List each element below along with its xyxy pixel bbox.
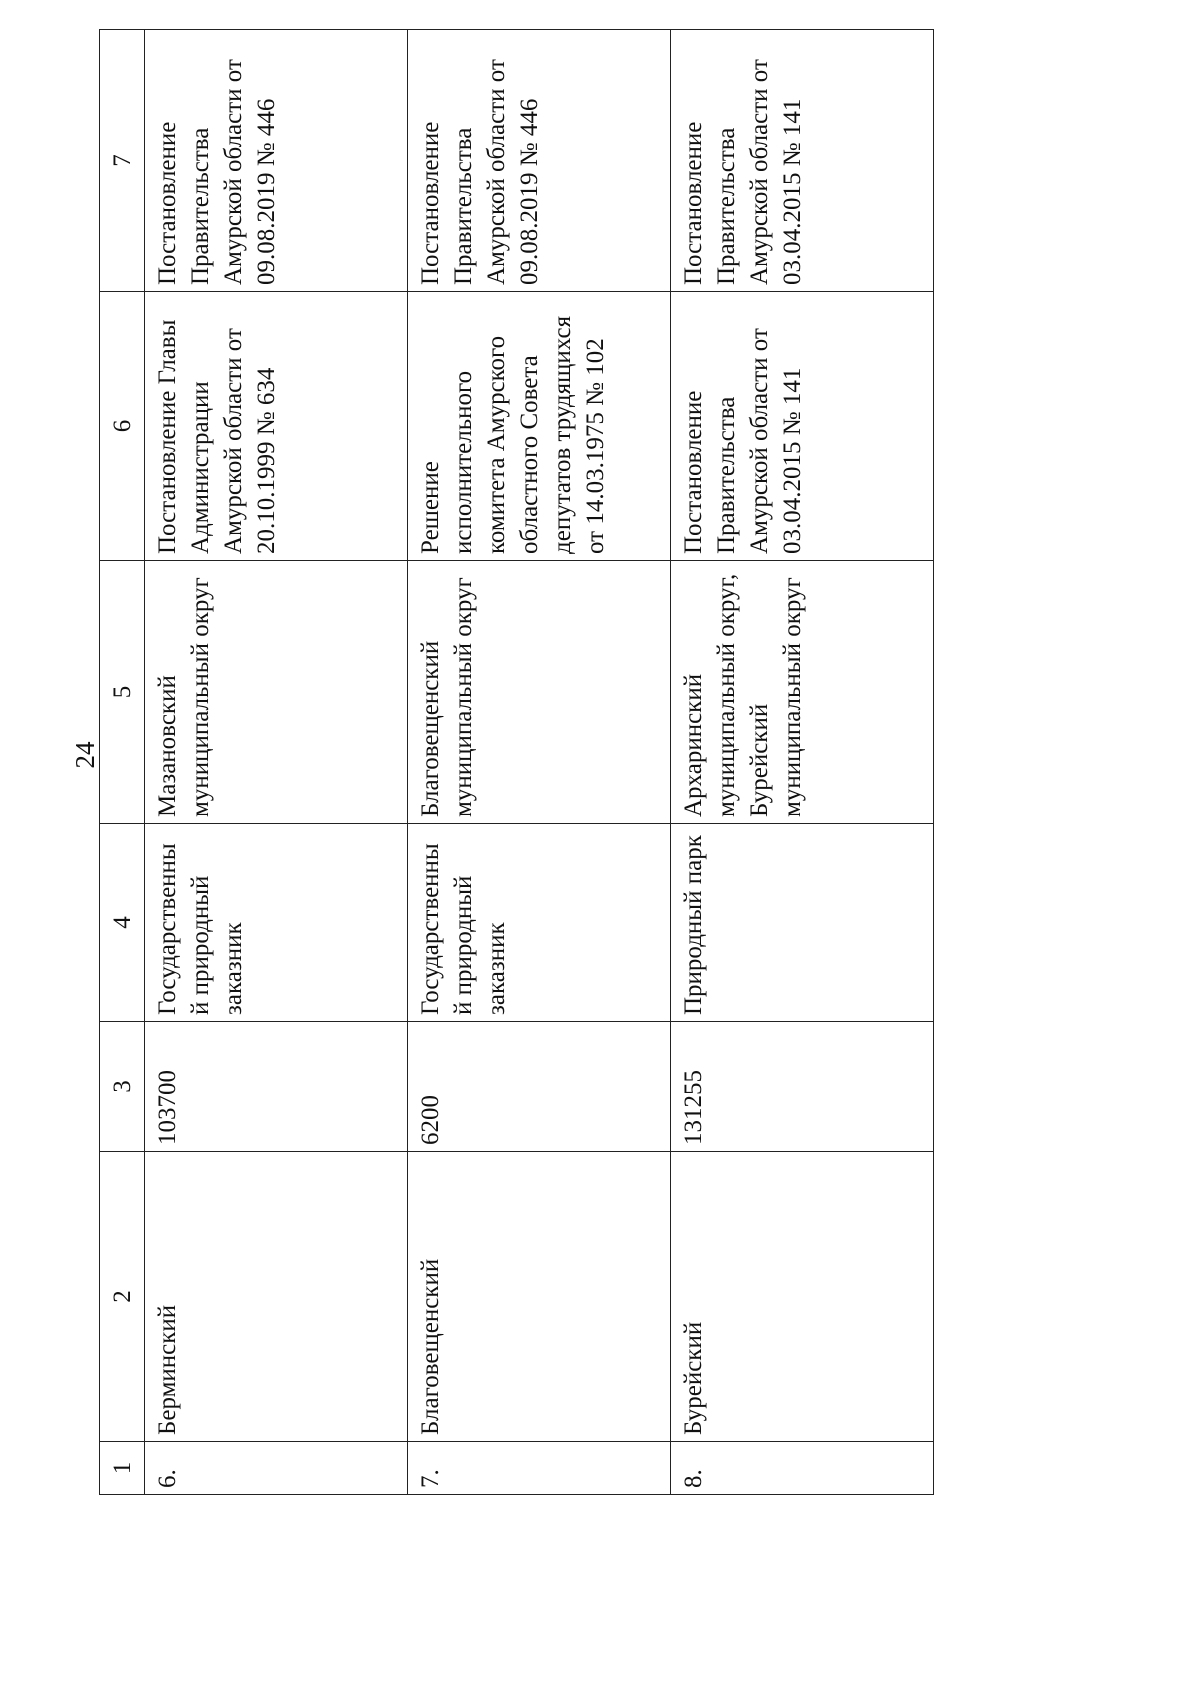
table-header-row bbox=[100, 30, 145, 1495]
founding-act: Решение исполнительного комитета Амурского областного Совета депутатов трудящихся от 14.03.1975 № 102 bbox=[408, 292, 671, 561]
founding-act: Постановление Главы Администрации Амурской области от 20.10.1999 № 634 bbox=[145, 292, 408, 561]
table-row bbox=[408, 30, 671, 1495]
regulation-act: Постановление Правительства Амурской области от 09.08.2019 № 446 bbox=[408, 30, 671, 292]
header-col-6: 6 bbox=[100, 292, 145, 561]
row-number: 8. bbox=[671, 1442, 934, 1495]
header-col-4: 4 bbox=[100, 824, 145, 1022]
municipal-district: Архаринский муниципальный округ, Бурейский муниципальный округ bbox=[671, 561, 934, 824]
header-col-1: 1 bbox=[100, 1442, 145, 1495]
protected-areas-table bbox=[99, 29, 934, 1495]
area-size: 131255 bbox=[671, 1022, 934, 1152]
area-category: Государственный природный заказник bbox=[408, 824, 671, 1022]
founding-act: Постановление Правительства Амурской области от 03.04.2015 № 141 bbox=[671, 292, 934, 561]
table-row bbox=[145, 30, 408, 1495]
area-category: Природный парк bbox=[671, 824, 934, 1022]
header-col-3: 3 bbox=[100, 1022, 145, 1152]
header-col-7: 7 bbox=[100, 30, 145, 292]
regulation-act: Постановление Правительства Амурской области от 09.08.2019 № 446 bbox=[145, 30, 408, 292]
municipal-district: Мазановский муниципальный округ bbox=[145, 561, 408, 824]
area-name: Бурейский bbox=[671, 1152, 934, 1442]
row-number: 6. bbox=[145, 1442, 408, 1495]
area-name: Благовещенский bbox=[408, 1152, 671, 1442]
header-col-2: 2 bbox=[100, 1152, 145, 1442]
area-category: Государственный природный заказник bbox=[145, 824, 408, 1022]
table-row bbox=[671, 30, 934, 1495]
row-number: 7. bbox=[408, 1442, 671, 1495]
municipal-district: Благовещенский муниципальный округ bbox=[408, 561, 671, 824]
area-size: 103700 bbox=[145, 1022, 408, 1152]
header-col-5: 5 bbox=[100, 561, 145, 824]
page-number: 24 bbox=[70, 741, 100, 769]
regulation-act: Постановление Правительства Амурской области от 03.04.2015 № 141 bbox=[671, 30, 934, 292]
area-name: Берминский bbox=[145, 1152, 408, 1442]
area-size: 6200 bbox=[408, 1022, 671, 1152]
